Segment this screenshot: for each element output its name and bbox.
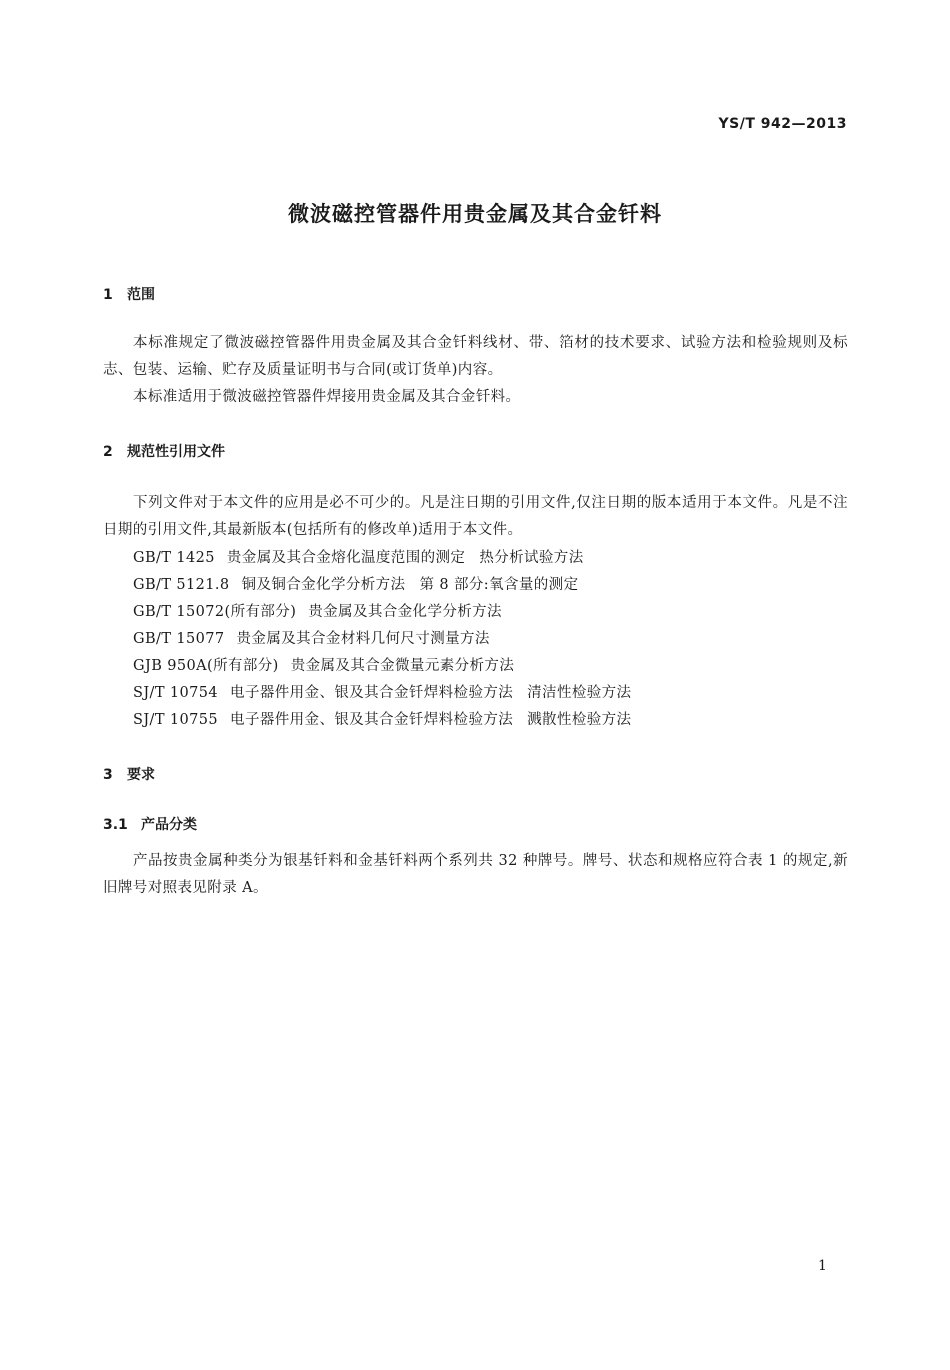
reference-code: SJ/T 10755: [133, 712, 219, 728]
reference-code: SJ/T 10754: [133, 685, 219, 701]
reference-title: 电子器件用金、银及其合金钎焊料检验方法: [230, 712, 514, 728]
reference-subtitle: 第 8 部分:氧含量的测定: [419, 577, 579, 593]
reference-item: [133, 707, 631, 734]
reference-item: [133, 653, 631, 680]
reference-item: [133, 599, 631, 626]
section-1-heading: [103, 284, 155, 304]
reference-title: 贵金属及其合金微量元素分析方法: [290, 658, 515, 674]
reference-code: GB/T 15072(所有部分): [133, 604, 297, 620]
section-title: 规范性引用文件: [127, 444, 225, 460]
section-1-paragraph-2: 本标准适用于微波磁控管器件焊接用贵金属及其合金钎料。: [133, 389, 521, 405]
reference-item: [133, 626, 631, 653]
reference-code: GB/T 5121.8: [133, 577, 230, 593]
reference-item: [133, 680, 631, 707]
reference-subtitle: 清洁性检验方法: [527, 685, 632, 701]
section-3-1-paragraph: 产品按贵金属种类分为银基钎料和金基钎料两个系列共 32 种牌号。牌号、状态和规格应符合表 1 的规定,新旧牌号对照表见附录 A。: [103, 853, 848, 896]
reference-title: 贵金属及其合金材料几何尺寸测量方法: [236, 631, 490, 647]
section-number: 2: [103, 444, 113, 460]
document-title: 微波磁控管器件用贵金属及其合金钎料: [288, 202, 662, 226]
reference-title: 电子器件用金、银及其合金钎焊料检验方法: [230, 685, 514, 701]
reference-title: 贵金属及其合金化学分析方法: [308, 604, 502, 620]
section-3-1-heading: [103, 814, 197, 834]
normative-references-list: [133, 545, 631, 734]
reference-code: GB/T 15077: [133, 631, 225, 647]
section-number: 3: [103, 767, 113, 783]
reference-item: [133, 572, 631, 599]
section-3-heading: [103, 764, 155, 784]
section-2-intro: 下列文件对于本文件的应用是必不可少的。凡是注日期的引用文件,仅注日期的版本适用于本文件。凡是不注日期的引用文件,其最新版本(包括所有的修改单)适用于本文件。: [103, 495, 848, 538]
section-title: 范围: [127, 287, 155, 303]
reference-title: 铜及铜合金化学分析方法: [241, 577, 406, 593]
page-number: 1: [818, 1258, 827, 1274]
section-2-heading: [103, 441, 225, 461]
section-title: 产品分类: [141, 817, 197, 833]
section-number: 1: [103, 287, 113, 303]
section-1-paragraph-1: 本标准规定了微波磁控管器件用贵金属及其合金钎料线材、带、箔材的技术要求、试验方法和检验规则及标志、包装、运输、贮存及质量证明书与合同(或订货单)内容。: [103, 335, 848, 378]
section-title: 要求: [127, 767, 155, 783]
reference-title: 贵金属及其合金熔化温度范围的测定: [226, 550, 466, 566]
reference-code: GB/T 1425: [133, 550, 215, 566]
reference-code: GJB 950A(所有部分): [133, 658, 279, 674]
reference-subtitle: 热分析试验方法: [479, 550, 584, 566]
reference-subtitle: 溅散性检验方法: [527, 712, 632, 728]
section-number: 3.1: [103, 817, 128, 833]
reference-item: [133, 545, 631, 572]
standard-code: YS/T 942—2013: [718, 116, 847, 132]
